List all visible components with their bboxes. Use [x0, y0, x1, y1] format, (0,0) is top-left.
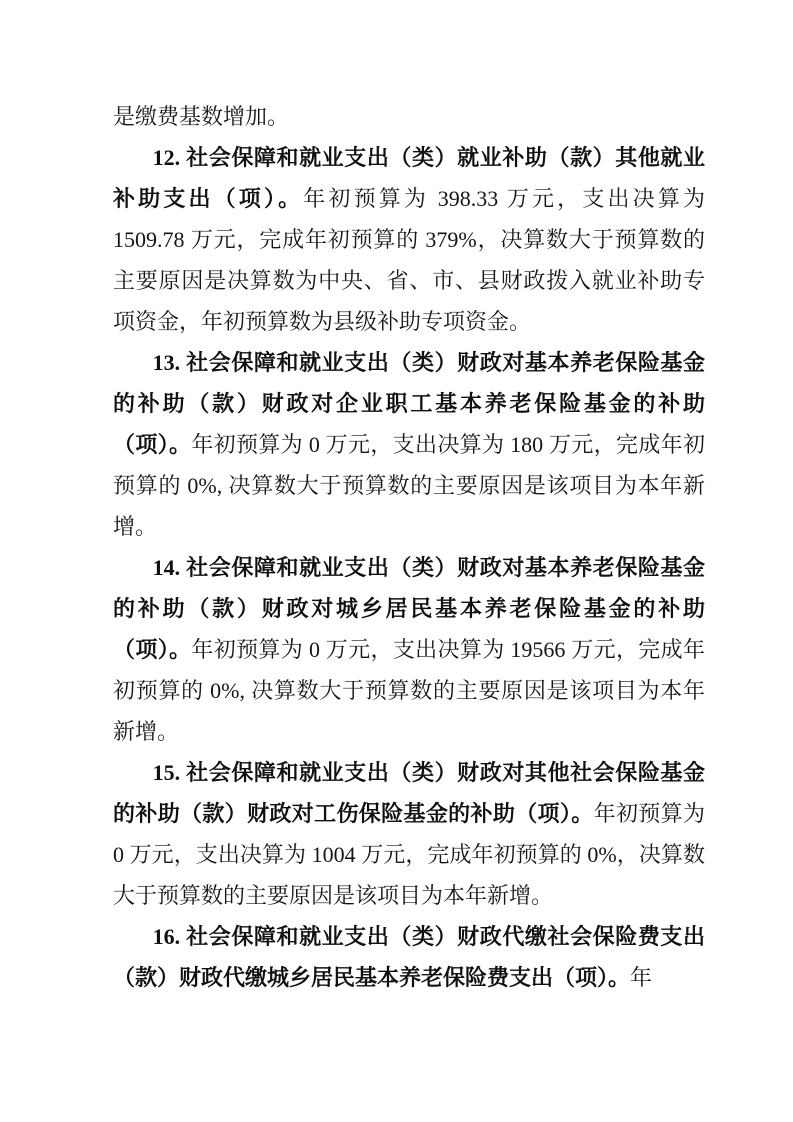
- paragraph-item-16: [113, 916, 705, 998]
- paragraph-item-15: [113, 752, 705, 916]
- paragraph-body-text: 年初预算为 0 万元，支出决算为 180 万元，完成年初预算的 0%, 决算数大于预算数的主要原因是该项目为本年新增。: [113, 432, 705, 539]
- paragraph-lead-heading: 14. 社会保障和就业支出（类）财政对基本养老保险基金的补助（款）财政对城乡居民基本养老保险基金的补助（项）。: [113, 555, 705, 662]
- paragraph-item-12: [113, 137, 705, 342]
- paragraph-lead-heading: 15. 社会保障和就业支出（类）财政对其他社会保险基金的补助（款）财政对工伤保险基金的补助（项）。: [113, 760, 705, 826]
- paragraph-lead-heading: 13. 社会保障和就业支出（类）财政对基本养老保险基金的补助（款）财政对企业职工基本养老保险基金的补助（项）。: [113, 350, 705, 457]
- paragraph-body-text: 是缴费基数增加。: [113, 104, 290, 129]
- paragraph-body-text: 年初预算为 398.33 万元，支出决算为 1509.78 万元，完成年初预算的 379%，决算数大于预算数的主要原因是决算数为中央、省、市、县财政拨入就业补助专项资金，年初预算数为县级补助专项资金。: [113, 186, 705, 334]
- paragraph-item-14: [113, 547, 705, 752]
- paragraph-body-text: 年: [630, 965, 653, 990]
- paragraph-continuation: [113, 96, 705, 137]
- paragraph-lead-heading: 12. 社会保障和就业支出（类）就业补助（款）其他就业补助支出（项）。: [113, 145, 705, 211]
- paragraph-item-13: [113, 342, 705, 547]
- paragraph-lead-heading: 16. 社会保障和就业支出（类）财政代缴社会保险费支出（款）财政代缴城乡居民基本养老保险费支出（项）。: [113, 924, 705, 990]
- document-content: [113, 96, 705, 998]
- paragraph-body-text: 年初预算为 0 万元，支出决算为 1004 万元，完成年初预算的 0%，决算数大于预算数的主要原因是该项目为本年新增。: [113, 801, 705, 908]
- paragraph-body-text: 年初预算为 0 万元，支出决算为 19566 万元，完成年初预算的 0%, 决算数大于预算数的主要原因是该项目为本年新增。: [113, 637, 705, 744]
